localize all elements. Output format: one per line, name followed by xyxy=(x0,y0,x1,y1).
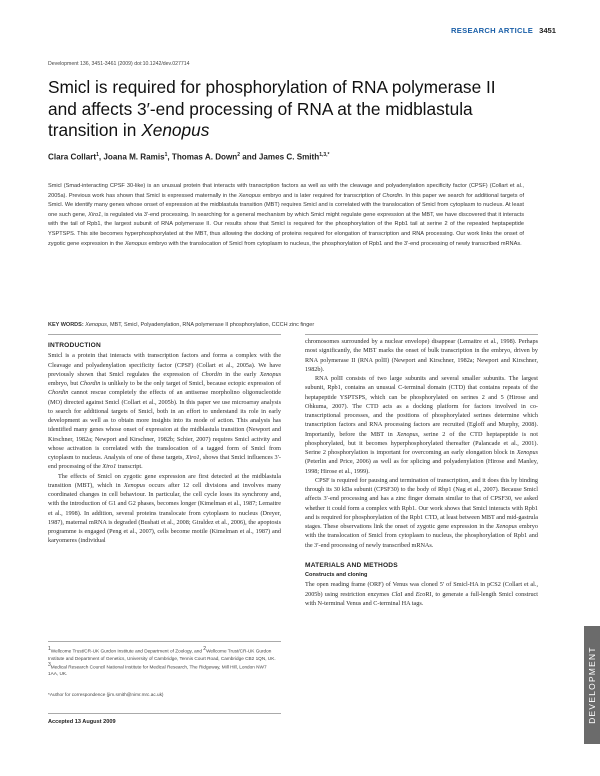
italic-term: Eco xyxy=(415,590,426,598)
author-affiliation-mark: 2 xyxy=(237,152,241,158)
keywords xyxy=(48,322,528,328)
article-title xyxy=(48,77,518,142)
citation-line: Development 136, 3451-3461 (2009) doi:10.1242/dev.027714 xyxy=(48,61,190,67)
affiliation-text: Wellcome Trust/CR-UK Gurdon Institute and Department of Genetics, University of Cambridge, Tennis Court Road, Cambridge CB2 1QN, UK. xyxy=(48,648,276,661)
author-name: James C. Smith xyxy=(258,152,320,162)
author-affiliation-mark: 1 xyxy=(164,152,168,158)
affiliations xyxy=(48,646,278,677)
italic-term: Xenopus xyxy=(124,240,147,247)
author-list xyxy=(48,152,330,162)
author-name: Thomas A. Down xyxy=(171,152,238,162)
italic-term: Chordin xyxy=(48,389,69,397)
running-header xyxy=(451,26,556,35)
italic-term: Chordin xyxy=(382,192,403,199)
italic-term: Chordin xyxy=(79,380,101,387)
italic-term: Xenopus xyxy=(259,370,281,378)
italic-term: Xiro1 xyxy=(102,463,117,471)
title-italic: Xenopus xyxy=(141,120,210,140)
affiliation-mark: 3 xyxy=(48,661,51,668)
affiliation-text: Wellcome Trust/CR-UK Gurdon Institute and Department of Zoology, and xyxy=(50,648,204,654)
author-affiliation-mark: 1 xyxy=(96,152,99,158)
section-divider xyxy=(305,334,538,335)
footnote-divider xyxy=(48,641,281,642)
italic-term: Xenopus xyxy=(238,192,261,199)
side-tab-label: DEVELOPMENT xyxy=(587,646,597,724)
author-name: Clara Collart xyxy=(48,152,97,162)
affiliation-mark: 2 xyxy=(203,646,207,652)
title-main: Smicl is required for phosphorylation of RNA polymerase II and affects 3′-end processing of RNA at the midblastula transition in xyxy=(48,77,496,140)
affiliation-text: Medical Research Council National Institute for Medical Research, The Ridgeway, Mill Hill, London NW7 1AA, UK. xyxy=(48,664,267,677)
affiliation-mark: 1 xyxy=(48,646,51,652)
accepted-date: Accepted 13 August 2009 xyxy=(48,719,116,725)
author-name: Joana M. Ramis xyxy=(103,152,165,162)
italic-term: Xenopus xyxy=(396,430,419,438)
italic-term: Xiro1 xyxy=(88,211,102,218)
keywords-list: Xenopus, MBT, Smicl, Polyadenylation, RNA polymerase II phosphorylation, CCCH zinc finger xyxy=(85,322,315,328)
italic-term: Cla xyxy=(391,590,401,598)
section-heading-methods: MATERIALS AND METHODS xyxy=(305,561,398,569)
correspondence-note: *Author for correspondence (jim.smith@nimr.mrc.ac.uk) xyxy=(48,692,164,697)
body-paragraph: Smicl is a protein that interacts with transcription factors and forms a complex with the Cleavage and polyadenylation specificity factor (CPSF) (Collart et al., 2005a). We have previously shown that Smicl regulates the expression of Chordin in the early Xenopus embryo, but Chordin is unlikely to be the only target of Smicl, because ectopic expression of Chordin cannot rescue completely the effects of an antisense morpholino oligonucleotide (MO) directed against Smicl (Collart et al., 2005b). In this paper we use microarray analysis to search for additional targets of Smicl, both in an effort to understand its role in early development as well as to obtain more insights into its mode of action. This analysis has identified many genes whose onset of expression at the midblastula transition (Newport and Kirschner, 1982a; Newport and Kirschner, 1982b; Schier, 2007) requires Smicl activity and whose activation is correlated with the translocation of a tagged form of Smicl from cytoplasm to nucleus. Analysis of one of these targets, Xiro1, shows that Smicl influences 3′-end processing of the Xiro1 transcript. xyxy=(48,352,282,471)
italic-term: Xenopus xyxy=(123,481,146,489)
body-paragraph: CPSF is required for pausing and termination of transcription, and it does this by binding through its 30 kDa subunit (CPSF30) to the body of Rbp1 (Nag et al., 2007). Because Smicl affects 3′-end processing and has a zinc finger domain similar to that of CPSF30, we asked whether it could form a complex with Rpb1. Our work shows that Smicl interacts with Rpb1 and is required for phosphorylation of the Rpb1 CTD, at least between MBT and mid-gastrula stages. These observations link the onset of zygotic gene expression in the Xenopus embryo with the translocation of Smicl from cytoplasm to nucleus, the phosphorylation of Rpb1 and the 3′-end processing of newly transcribed mRNAs. xyxy=(305,476,538,549)
left-column xyxy=(48,341,281,546)
journal-side-tab xyxy=(584,626,600,744)
subsection-heading: Constructs and cloning xyxy=(305,572,368,578)
italic-term: Xenopus xyxy=(516,449,538,456)
abstract: Smicl (Smad-interacting CPSF 30-like) is an unusual protein that interacts with transcription factors as well as with the cleavage and polyadenylation specificity factor (CPSF) (Collart et al., 2005a). Previous work has shown that Smicl is expressed maternally in the Xenopus embryo and is later required for transcription of Chordin. In this paper we search for additional targets of Smicl. We identify many genes whose onset of expression at the midblastula transition (MBT) requires Smicl and is correlated with the translocation of Smicl from cytoplasm to nucleus. At least one such gene, Xiro1, is regulated via 3′-end processing. In searching for a general mechanism by which Smicl might regulate gene expression at the MBT, we have discovered that it interacts with the tail of Rpb1, the largest subunit of RNA polymerase II. Our results show that Smicl is required for the phosphorylation of the Rpb1 tail at serine 2 of the repeated heptapeptide YSPTSPS. This site becomes hyperphosphorylated at the MBT, thus allowing the docking of proteins required for elongation of transcription and RNA processing. Our work links the onset of zygotic gene expression in the Xenopus embryo with the translocation of Smicl from cytoplasm to nucleus, the phosphorylation of Rpb1 and the 3′-end processing of newly transcribed mRNAs. xyxy=(48,183,525,247)
author-separator: , xyxy=(167,152,172,162)
author-separator: and xyxy=(240,152,259,162)
italic-term: Xenopus xyxy=(85,322,107,328)
footnote-divider xyxy=(48,713,281,714)
body-paragraph: chromosomes surrounded by a nuclear envelope) disappear (Lemaitre et al., 1998). Perhaps most significantly, the MBT marks the onset of bulk transcription in the embryo, driven by RNA polymerase II (RNA polII) (Newport and Kirschner, 1982a; Newport and Kirschner, 1982b). xyxy=(305,338,538,373)
italic-term: Chordin xyxy=(201,370,222,378)
author-affiliation-mark: 1,3,* xyxy=(319,152,330,158)
page-number: 3451 xyxy=(539,26,556,35)
italic-term: Xenopus xyxy=(495,523,518,530)
keywords-label: KEY WORDS: xyxy=(48,322,86,328)
body-paragraph: The effects of Smicl on zygotic gene expression are first detected at the midblastula transition (MBT), which in Xenopus occurs after 12 cell divisions and involves many coordinated changes in cell behaviour. In particular, the cell cycle loses its synchrony and, with the introduction of G1 and G2 phases, becomes longer (Kimelman et al., 1987; Lemaitre et al., 1998). In addition, several proteins translocate from cytoplasm to nucleus (Dreyer, 1987), maternal mRNA is degraded (Bushati et al., 2008; Giraldez et al., 2006), the apoptosis programme is engaged (Peng et al., 2007), cells become motile (Kimelman et al., 1987) and karyomeres (individual xyxy=(48,472,281,545)
section-divider xyxy=(48,334,281,335)
right-column xyxy=(305,337,538,608)
body-paragraph: RNA polII consists of two large subunits and several smaller subunits. The largest subunit, Rpb1, contains an unusual C-terminal domain (CTD) that contains repeats of the heptapeptide YSPTSPS, which can be phosphorylated on serines 2 and 5 (Hirose and Ohkuma, 2007). The CTD acts as a docking platform for factors involved in co-transcriptional processes, and the positions of phosphorylated serines determine which transcription factors and RNA processing factors are recruited (Egloff and Murphy, 2008). Importantly, before the MBT in Xenopus, serine 2 of the CTD heptapeptide is not phosphorylated, but it becomes hyperphosphorylated thereafter (Palancade et al., 2001). Serine 2 phosphorylation is important for overcoming an early elongation block in Xenopus (Peterlin and Price, 2006) as well as for splicing and polyadenylation (Hirose and Manley, 1998; Hirose et al., 1999). xyxy=(305,375,538,475)
author-separator: , xyxy=(98,152,104,162)
italic-term: Xiro1 xyxy=(185,454,200,461)
body-paragraph: The open reading frame (ORF) of Venus was cloned 5′ of Smicl-HA in pCS2 (Collart et al., 2005b) using restriction enzymes ClaI and EcoRI, to generate a full-length Smicl construct with N-terminal Venus and C-terminal HA tags. xyxy=(305,581,539,607)
article-type: RESEARCH ARTICLE xyxy=(450,26,534,35)
section-heading-introduction: INTRODUCTION xyxy=(48,342,101,349)
